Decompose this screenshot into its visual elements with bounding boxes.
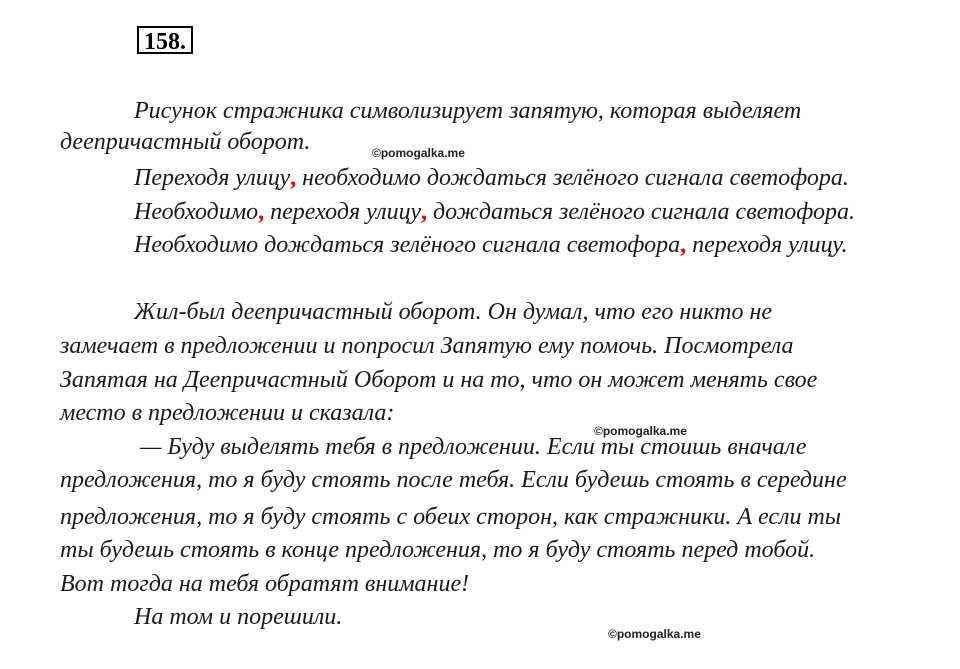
story-line-6: предложения, то я буду стоять после тебя. Если будешь стоять в середине	[60, 467, 847, 493]
example-2-part-before: Необходимо	[134, 199, 259, 225]
story-line-3: Запятая на Деепричастный Оборот и на то, что он может менять свое	[60, 367, 818, 393]
story-line-8: ты будешь стоять в конце предложения, то я буду стоять перед тобой.	[60, 537, 816, 563]
story-line-9: Вот тогда на тебя обратят внимание!	[60, 571, 470, 597]
example-2-comma-1: ,	[258, 199, 265, 225]
watermark-1: ©pomogalka.me	[372, 146, 465, 160]
example-sentence-2	[134, 197, 855, 227]
example-3-comma: ,	[680, 232, 687, 258]
story-line-7: предложения, то я буду стоять с обеих сторон, как стражники. А если ты	[60, 504, 842, 530]
example-sentence-3	[134, 230, 847, 260]
example-1-part-after: необходимо дождаться зелёного сигнала светофора.	[296, 165, 849, 191]
example-sentence-1	[134, 163, 849, 193]
story-line-4: место в предложении и сказала:	[60, 400, 395, 426]
watermark-3: ©pomogalka.me	[608, 627, 701, 641]
story-line-10: На том и порешили.	[134, 604, 343, 630]
example-3-part-before: Необходимо дождаться зелёного сигнала светофора	[134, 232, 681, 258]
example-2-comma-2: ,	[420, 199, 427, 225]
story-line-2: замечает в предложении и попросил Запятую ему помочь. Посмотрела	[60, 333, 794, 359]
story-line-1: Жил-был деепричастный оборот. Он думал, что его никто не	[134, 299, 773, 325]
rule-line-2: деепричастный оборот.	[60, 129, 311, 155]
task-number: 158.	[137, 26, 193, 54]
watermark-2: ©pomogalka.me	[594, 424, 687, 438]
example-3-part-after: переходя улицу.	[686, 232, 848, 258]
rule-line-1: Рисунок стражника символизирует запятую, которая выделяет	[134, 98, 802, 124]
example-2-part-after: дождаться зелёного сигнала светофора.	[426, 199, 855, 225]
example-1-comma: ,	[290, 165, 297, 191]
story-line-5: — Буду выделять тебя в предложении. Если ты стоишь вначале	[140, 434, 807, 460]
example-1-part-before: Переходя улицу	[134, 165, 291, 191]
example-2-part-middle: переходя улицу	[264, 199, 421, 225]
